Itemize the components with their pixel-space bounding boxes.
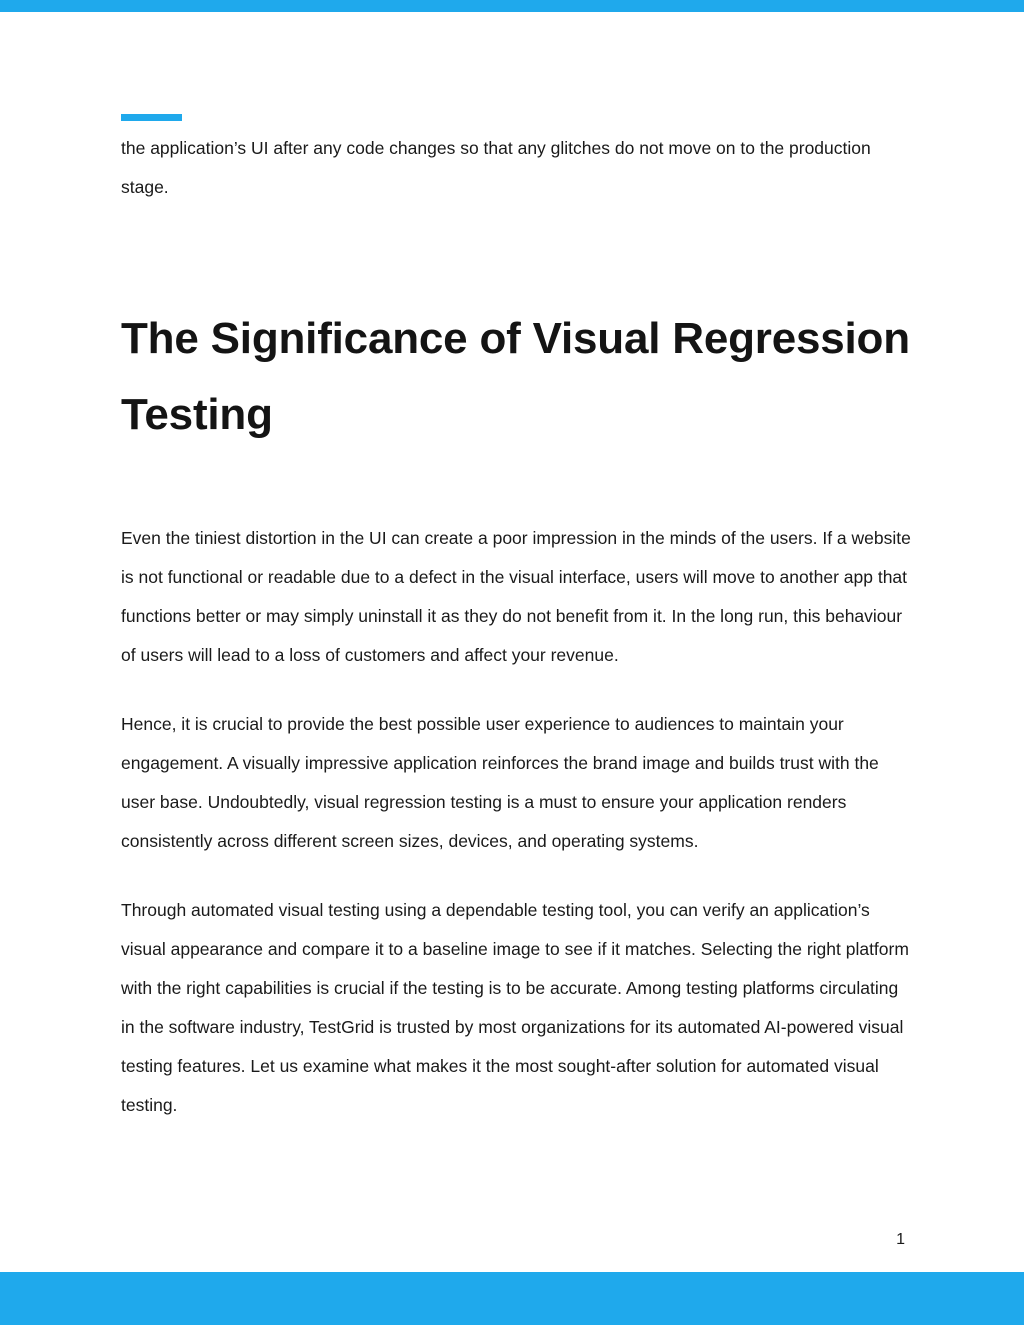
top-accent-bar — [0, 0, 1024, 12]
section-heading: The Significance of Visual Regression Testing — [121, 314, 910, 439]
body-paragraph-2: Hence, it is crucial to provide the best possible user experience to audiences to maintain your engagement. A visually impressive application reinforces the brand image and builds trust with the user base. Undoubtedly, visual regression testing is a must to ensure your application renders consistently across different screen sizes, devices, and operating systems. — [121, 714, 879, 851]
document-body — [121, 129, 911, 1155]
body-paragraph-1: Even the tiniest distortion in the UI can create a poor impression in the minds of the users. If a website is not functional or readable due to a defect in the visual interface, users will move to another app that functions better or may simply uninstall it as they do not benefit from it. In the long run, this behaviour of users will lead to a loss of customers and affect your revenue. — [121, 528, 911, 665]
page-number: 1 — [896, 1231, 905, 1248]
bottom-accent-bar — [0, 1272, 1024, 1325]
body-paragraph-3: Through automated visual testing using a dependable testing tool, you can verify an application’s visual appearance and compare it to a baseline image to see if it matches. Selecting the right platform with the right capabilities is crucial if the testing is to be accurate. Among testing platforms circulating in the software industry, TestGrid is trusted by most organizations for its automated AI-powered visual testing features. Let us examine what makes it the most sought-after solution for automated visual testing. — [121, 900, 909, 1115]
intro-paragraph: the application’s UI after any code changes so that any glitches do not move on to the production stage. — [121, 138, 871, 197]
accent-dash — [121, 114, 182, 121]
